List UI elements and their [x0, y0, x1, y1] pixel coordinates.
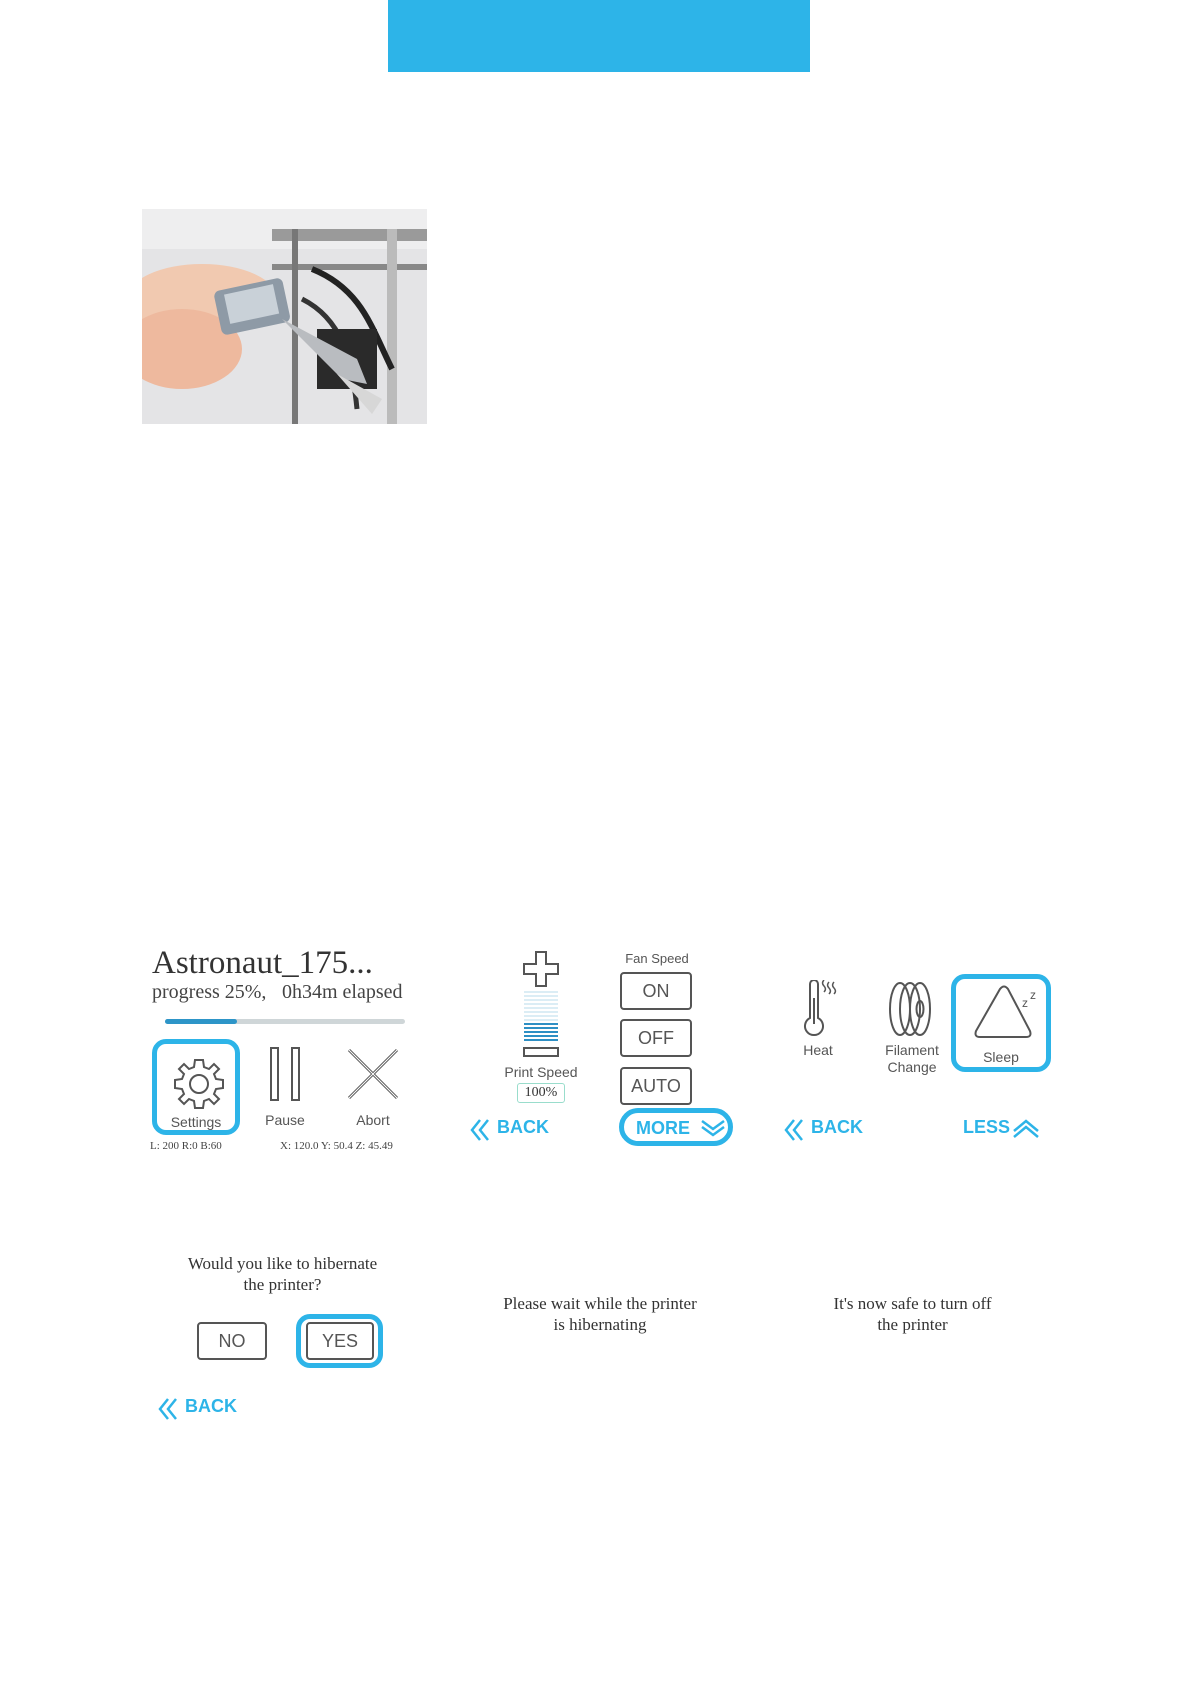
minus-icon[interactable]	[522, 1046, 560, 1058]
gear-icon	[171, 1056, 227, 1112]
settings-button[interactable]	[152, 1039, 240, 1135]
back-button[interactable]	[158, 1394, 268, 1424]
back-button[interactable]	[470, 1115, 580, 1145]
hibernate-question-line-2: the printer?	[243, 1275, 322, 1294]
abort-button[interactable]	[340, 1044, 406, 1128]
chevron-left-icon	[784, 1118, 804, 1142]
chevron-left-icon	[470, 1118, 490, 1142]
back-button[interactable]	[784, 1115, 894, 1145]
back-label: BACK	[811, 1117, 863, 1137]
speed-level-bars	[524, 990, 558, 1042]
less-label: LESS	[963, 1117, 1011, 1137]
sleep-icon	[970, 985, 1038, 1045]
heat-label: Heat	[803, 1042, 833, 1058]
abort-label: Abort	[356, 1112, 390, 1128]
progress-bar-track	[165, 1019, 405, 1024]
no-button[interactable]: NO	[197, 1322, 267, 1360]
svg-text:z: z	[1030, 988, 1036, 1002]
settings-label: Settings	[170, 1114, 222, 1130]
pause-icon	[267, 1046, 303, 1102]
svg-text:z: z	[1022, 996, 1028, 1010]
sleep-button[interactable]	[951, 974, 1051, 1072]
chevron-left-icon	[158, 1397, 178, 1421]
yes-button-highlight[interactable]	[296, 1314, 383, 1368]
safe-to-turn-off-line-2: the printer	[877, 1315, 948, 1334]
chevron-down-icon	[700, 1119, 726, 1137]
progress-bar-fill	[165, 1019, 237, 1024]
more-button[interactable]	[619, 1108, 733, 1146]
filament-label-2: Change	[887, 1059, 937, 1075]
yes-button[interactable]: YES	[306, 1322, 374, 1360]
filament-change-button[interactable]	[888, 980, 938, 1040]
filament-spool-icon	[888, 980, 934, 1038]
elapsed-text: 0h34m elapsed	[282, 981, 403, 1003]
back-label: BACK	[497, 1117, 549, 1137]
pause-button[interactable]	[258, 1044, 312, 1128]
fan-on-button[interactable]: ON	[620, 972, 692, 1010]
heat-button[interactable]	[800, 980, 838, 1050]
thermometer-icon	[800, 980, 840, 1040]
print-speed-label: Print Speed	[504, 1064, 578, 1080]
back-label: BACK	[185, 1396, 237, 1416]
print-speed-slider[interactable]	[524, 990, 558, 1042]
hibernate-question-line-1: Would you like to hibernate	[187, 1254, 378, 1273]
header-bar	[388, 0, 810, 72]
more-label: MORE	[636, 1118, 690, 1138]
fan-auto-button[interactable]: AUTO	[620, 1067, 692, 1105]
pause-label: Pause	[265, 1112, 305, 1128]
sleep-label: Sleep	[983, 1049, 1019, 1065]
job-title: Astronaut_175...	[152, 945, 373, 981]
hibernating-line-2: is hibernating	[553, 1315, 647, 1334]
temperature-readout: L: 200 R:0 B:60	[150, 1140, 222, 1152]
fan-off-button[interactable]: OFF	[620, 1019, 692, 1057]
hibernating-line-1: Please wait while the printer	[503, 1294, 697, 1313]
coordinate-readout: X: 120.0 Y: 50.4 Z: 45.49	[280, 1140, 393, 1152]
progress-text: progress 25%,	[152, 981, 267, 1003]
chevron-up-icon	[1012, 1119, 1040, 1139]
plus-icon[interactable]	[522, 950, 560, 988]
close-icon	[345, 1046, 401, 1102]
less-button[interactable]	[963, 1115, 1043, 1145]
print-speed-value: 100%	[517, 1083, 565, 1103]
filament-label-1: Filament	[885, 1042, 939, 1058]
safe-to-turn-off-line-1: It's now safe to turn off	[833, 1294, 992, 1313]
print-removal-photo	[142, 209, 427, 424]
fan-speed-label: Fan Speed	[625, 951, 689, 966]
